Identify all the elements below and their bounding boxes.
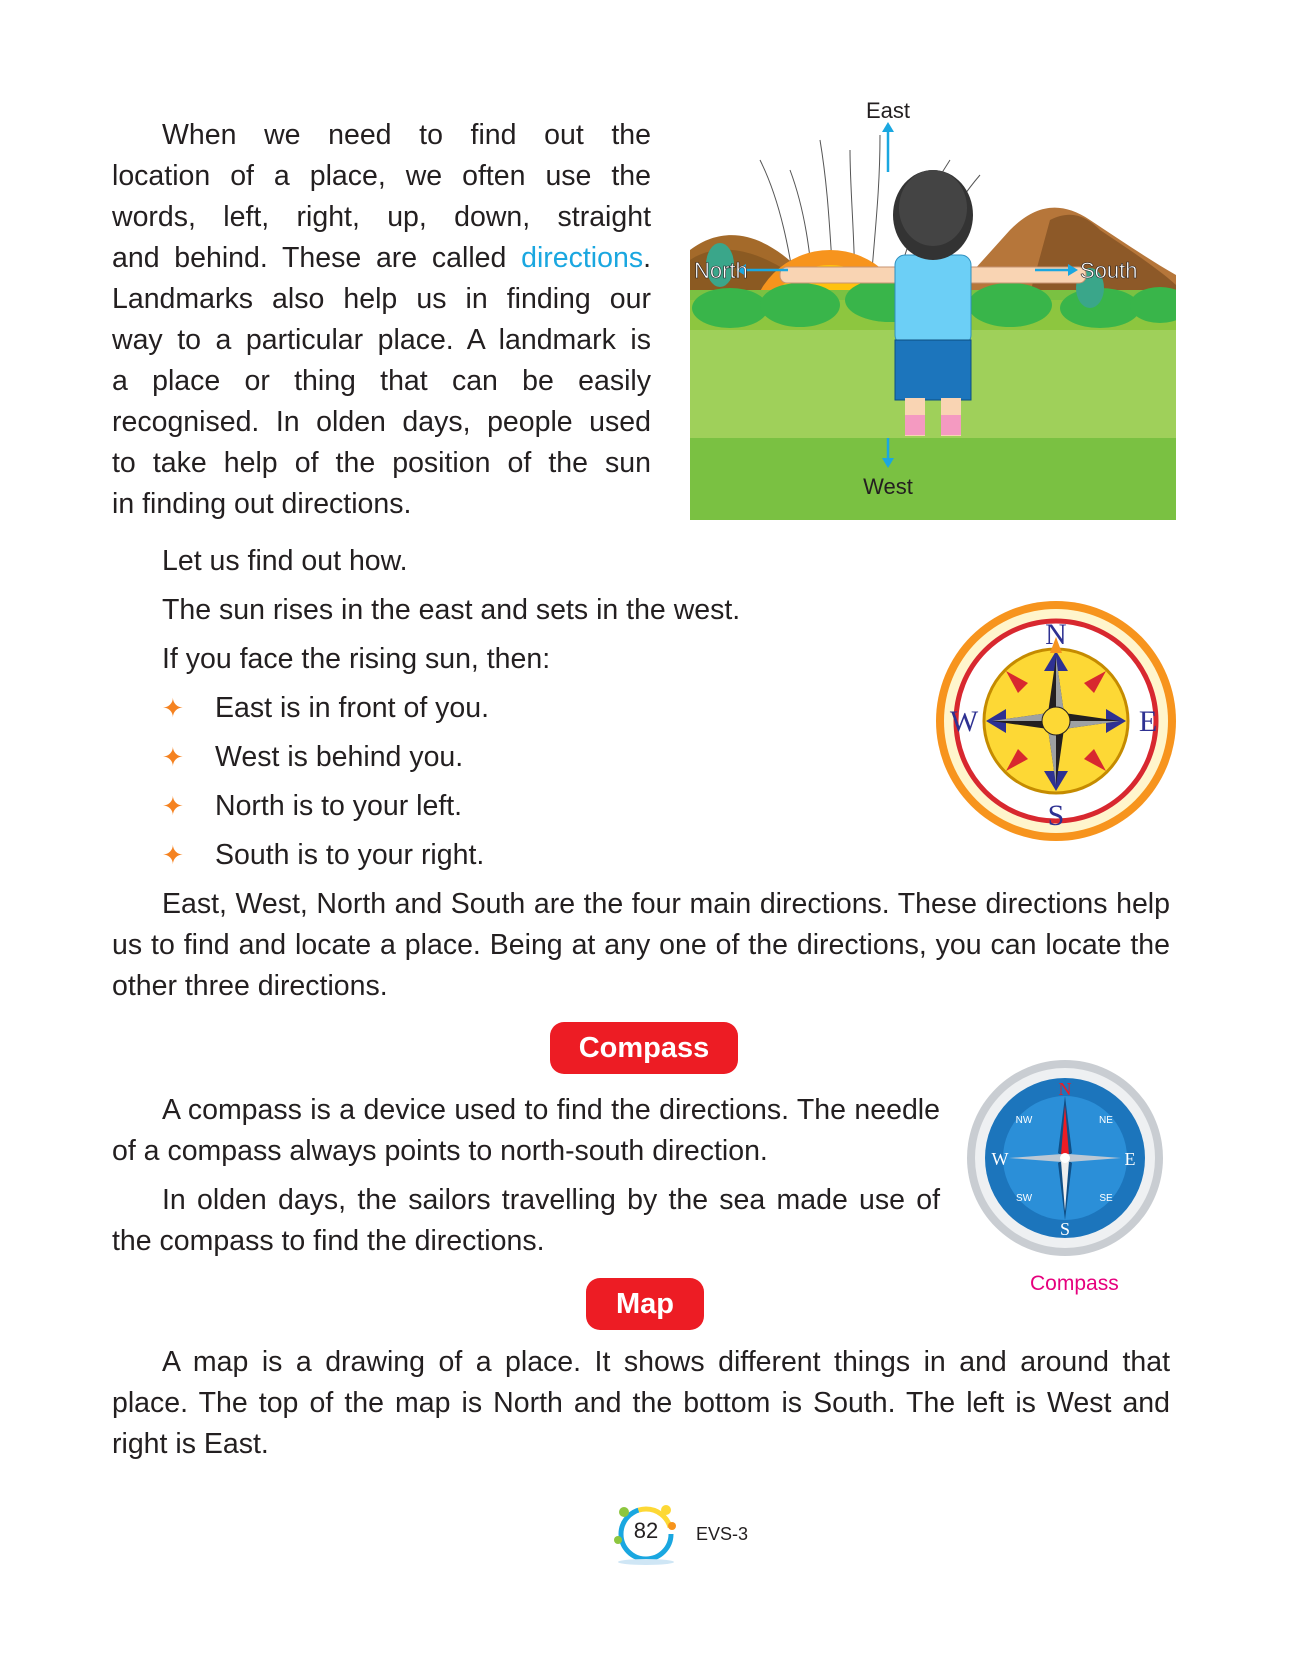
label-north: North xyxy=(694,258,748,283)
intro-line-4-text: and behind. These are called xyxy=(112,242,522,274)
intro-line-7: a place or thing that can be easily xyxy=(112,365,651,397)
intro-line-3: words, left, right, up, down, straight xyxy=(112,201,651,233)
compass-device-illustration xyxy=(962,1055,1168,1261)
if-face-line: If you face the rising sun, then: xyxy=(162,643,551,675)
directions-term: directions xyxy=(521,242,644,274)
sun-rises-line: The sun rises in the east and sets in the west. xyxy=(162,594,741,626)
label-south: South xyxy=(1080,258,1138,283)
directions-illustration xyxy=(690,100,1176,520)
compass-rose-illustration xyxy=(932,597,1180,845)
intro-line-1: When we need to find out the xyxy=(162,119,651,151)
star-bullet-icon: ✦ xyxy=(162,693,184,723)
let-us-line: Let us find out how. xyxy=(162,545,408,577)
compass-caption: Compass xyxy=(1030,1272,1119,1295)
map-heading: Map xyxy=(586,1278,704,1330)
bullet-item: North is to your left. xyxy=(215,790,463,822)
dial-label-ne: NE xyxy=(1099,1115,1113,1126)
bullet-item: South is to your right. xyxy=(215,839,485,871)
compass-paragraph-2: In olden days, the sailors travelling by the sea made use of the compass to find the directions. xyxy=(112,1184,940,1257)
directions-illustration-svg xyxy=(690,100,1176,520)
dial-label-s: S xyxy=(1059,1219,1071,1239)
bullet-item: East is in front of you. xyxy=(215,692,490,724)
intro-line-6: way to a particular place. A landmark is xyxy=(112,324,651,356)
compass-paragraph-1: A compass is a device used to find the directions. The needle of a compass always points to north-south direction. xyxy=(112,1094,940,1167)
rose-label-s: S xyxy=(1047,799,1065,832)
four-directions-paragraph: East, West, North and South are the four main directions. These directions help us to find and locate a place. Being at any one of the directions, you can locate the other three directions. xyxy=(112,888,1170,1002)
intro-line-10: in finding out directions. xyxy=(112,488,412,520)
dial-label-e: E xyxy=(1124,1149,1136,1169)
page-number: 82 xyxy=(633,1518,659,1543)
label-west: West xyxy=(863,474,913,499)
book-code: EVS-3 xyxy=(696,1524,749,1544)
dial-label-se: SE xyxy=(1099,1193,1113,1204)
intro-line-5: Landmarks also help us in finding our xyxy=(112,283,651,315)
map-paragraph: A map is a drawing of a place. It shows different things in and around that place. The top of the map is North and the bottom is South. The left is West and right is East. xyxy=(112,1346,1170,1460)
rose-label-e: E xyxy=(1138,705,1158,738)
intro-line-8: recognised. In olden days, people used xyxy=(112,406,651,438)
dial-label-nw: NW xyxy=(1015,1115,1033,1126)
bullet-item: West is behind you. xyxy=(215,741,464,773)
compass-heading: Compass xyxy=(550,1022,738,1074)
rose-label-n: N xyxy=(1045,618,1067,651)
dial-label-n: N xyxy=(1058,1079,1072,1099)
label-east: East xyxy=(865,100,911,123)
star-bullet-icon: ✦ xyxy=(162,840,184,870)
intro-paragraph xyxy=(112,115,651,525)
dial-label-w: W xyxy=(991,1149,1009,1169)
intro-line-4 xyxy=(112,238,651,279)
dial-label-sw: SW xyxy=(1015,1193,1033,1204)
intro-line-2: location of a place, we often use the xyxy=(112,160,651,192)
rose-label-w: W xyxy=(949,705,979,738)
star-bullet-icon: ✦ xyxy=(162,742,184,772)
star-bullet-icon: ✦ xyxy=(162,791,184,821)
intro-line-9: to take help of the position of the sun xyxy=(112,447,651,479)
intro-line-4-period: . xyxy=(643,242,651,274)
